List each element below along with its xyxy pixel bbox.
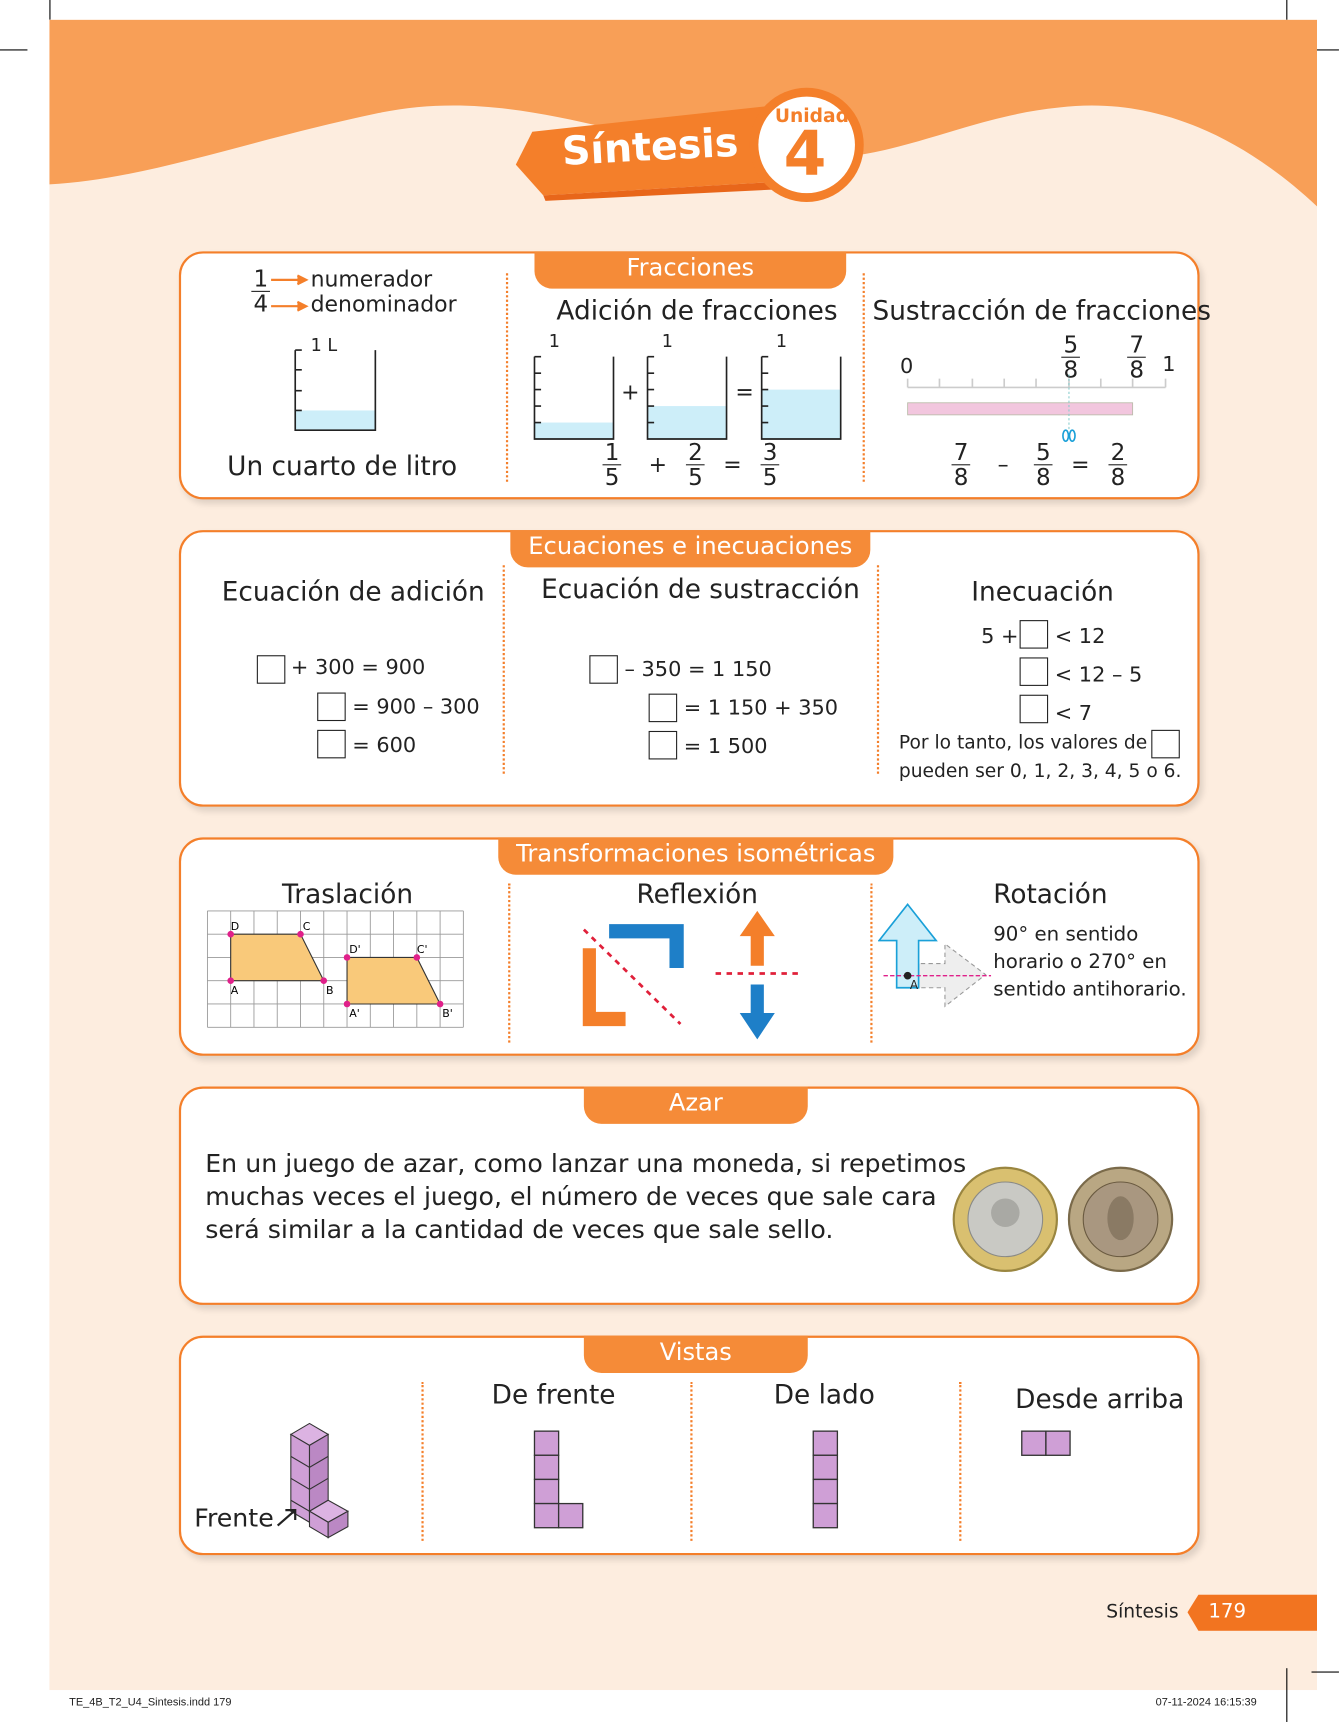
equation-line: = 1 150 + 350	[683, 695, 839, 720]
divider	[690, 1382, 692, 1541]
vertex-label: B'	[442, 1007, 453, 1021]
fraction: $\frac{7}{8}$	[952, 440, 971, 489]
equation-line: + 300 = 900	[290, 655, 426, 680]
azar-section	[179, 1087, 1200, 1305]
divider	[506, 273, 508, 482]
trapezoid	[231, 934, 324, 981]
denominator: 4	[253, 290, 269, 318]
ecuaciones-section	[179, 530, 1200, 807]
azar-text: En un juego de azar, como lanzar una moneda, si repetimos	[205, 1150, 967, 1179]
unit-number: 4	[783, 118, 827, 190]
blue-arrow-down-icon	[740, 984, 775, 1039]
crop-mark	[49, 0, 50, 20]
beaker	[759, 354, 847, 442]
divider	[503, 565, 505, 774]
vertex-label: A	[230, 983, 239, 997]
mark-five-eighths: $\frac{5}{8}$	[1061, 333, 1080, 382]
vertex-label: D	[230, 919, 240, 933]
unknown-box	[1020, 620, 1049, 649]
vertex-label: D'	[349, 943, 361, 957]
plus-sign: +	[648, 451, 668, 478]
scissors-icon	[1063, 430, 1075, 441]
fraction: $\frac{3}{5}$	[761, 440, 780, 489]
unknown-box	[649, 694, 678, 723]
divider	[863, 273, 865, 482]
arrow-icons	[269, 271, 313, 315]
divider	[959, 1382, 961, 1541]
beaker-label: 1	[775, 330, 788, 352]
divider	[508, 883, 510, 1042]
equation-line: – 350 = 1 150	[624, 657, 772, 682]
azar-text: será similar a la cantidad de veces que sale sello.	[205, 1216, 834, 1245]
section-tab: Ecuaciones e inecuaciones	[510, 530, 870, 567]
rotation-text: 90° en sentido	[993, 922, 1139, 947]
number-line-one: 1	[1162, 352, 1176, 377]
side-view	[812, 1430, 841, 1531]
numerator-label: numerador	[310, 265, 433, 292]
beaker	[532, 354, 620, 442]
orange-l-shape	[583, 948, 626, 1026]
section-tab: Fracciones	[534, 251, 846, 288]
side-view-title: De lado	[773, 1379, 875, 1411]
subtraction-equation-title: Ecuación de sustracción	[541, 573, 860, 605]
inequation-title: Inecuación	[971, 576, 1114, 607]
vertex-label: C	[302, 919, 311, 933]
page-title: Síntesis	[560, 120, 740, 175]
fraction-one-quarter	[251, 267, 270, 316]
beaker-label: 1	[548, 330, 560, 352]
unknown-box	[649, 731, 678, 760]
addition-title: Adición de fracciones	[556, 295, 838, 326]
equals-sign: =	[1071, 451, 1090, 478]
translation-grid	[206, 910, 467, 1031]
slug-file: TE_4B_T2_U4_Sintesis.indd 179	[69, 1696, 232, 1709]
front-label: Frente	[194, 1504, 274, 1534]
caption: Un cuarto de litro	[227, 451, 458, 482]
unknown-box	[1151, 730, 1180, 759]
transformaciones-section	[179, 837, 1200, 1055]
denominator-label: denominador	[310, 290, 457, 318]
beaker-label: 1 L	[310, 334, 338, 356]
subtraction-title: Sustracción de fracciones	[872, 295, 1211, 326]
front-view-title: De frente	[491, 1379, 616, 1411]
equals-sign: =	[735, 378, 754, 405]
unknown-box	[1020, 695, 1049, 724]
minus-sign: –	[997, 451, 1009, 478]
inequation-line: < 12	[1054, 624, 1106, 649]
top-view	[1021, 1430, 1074, 1459]
reflection-title: Reflexión	[636, 879, 758, 910]
arrow-icon	[275, 1506, 301, 1530]
divider	[870, 883, 872, 1042]
crop-mark	[0, 49, 27, 50]
unknown-box	[317, 730, 346, 759]
fracciones-section	[179, 251, 1211, 499]
vertex-label: B	[325, 983, 334, 997]
conclusion-text: Por lo tanto, los valores de	[898, 732, 1148, 754]
azar-text: muchas veces el juego, el número de veces que sale cara	[205, 1183, 937, 1212]
fraction: $\frac{1}{5}$	[603, 440, 622, 489]
rotation-title: Rotación	[993, 879, 1108, 910]
slug-datetime: 07-11-2024 16:15:39	[1155, 1696, 1257, 1709]
footer-section-label: Síntesis	[1106, 1601, 1179, 1624]
fraction: $\frac{5}{8}$	[1034, 440, 1053, 489]
section-tab: Azar	[584, 1087, 808, 1124]
vertex-label: A'	[349, 1007, 360, 1021]
divider	[421, 1382, 423, 1541]
divider	[877, 565, 879, 774]
unknown-box	[317, 693, 346, 722]
unknown-box	[589, 655, 618, 684]
rotation-text: horario o 270° en	[993, 950, 1167, 974]
inequation-line: < 12 – 5	[1054, 662, 1143, 688]
inequation-prefix: 5 +	[981, 624, 1019, 649]
mark-seven-eighths: $\frac{7}{8}$	[1127, 333, 1146, 382]
section-tab: Vistas	[584, 1336, 808, 1373]
vertex-label: C'	[416, 943, 428, 957]
front-view	[533, 1430, 586, 1531]
top-view-title: Desde arriba	[1015, 1383, 1185, 1415]
orange-arrow-up-icon	[740, 911, 775, 966]
symmetry-axis	[584, 930, 681, 1024]
plus-sign: +	[621, 378, 640, 405]
beaker-quarter	[291, 348, 381, 436]
crop-mark	[1286, 1668, 1287, 1722]
unit-label: Unidad	[774, 105, 849, 128]
equals-sign: =	[723, 451, 742, 478]
inequation-line: < 7	[1054, 701, 1093, 726]
section-tab: Transformaciones isométricas	[498, 837, 893, 874]
unknown-box	[1020, 657, 1049, 686]
conclusion-text: pueden ser 0, 1, 2, 3, 4, 5 o 6.	[898, 760, 1182, 783]
numerator: 1	[251, 267, 270, 292]
coin-heads	[954, 1168, 1057, 1271]
fraction: $\frac{2}{5}$	[686, 440, 705, 489]
beaker-label: 1	[661, 330, 673, 352]
coins-image	[949, 1163, 1179, 1273]
blue-l-shape	[609, 924, 684, 968]
rotation-figure	[878, 900, 999, 1021]
fraction: $\frac{2}{8}$	[1108, 440, 1127, 489]
equation-line: = 600	[352, 733, 417, 758]
number-line-zero: 0	[899, 354, 914, 379]
rotation-text: sentido antihorario.	[993, 977, 1187, 1001]
crop-mark	[1312, 1671, 1339, 1672]
coin-tails	[1069, 1168, 1172, 1271]
beaker	[645, 354, 733, 442]
vistas-section	[179, 1336, 1200, 1556]
reflection-figures	[576, 905, 817, 1042]
addition-equation-title: Ecuación de adición	[221, 576, 485, 607]
translation-title: Traslación	[282, 879, 414, 910]
equation-line: = 1 500	[683, 734, 768, 759]
unknown-box	[257, 655, 286, 684]
page-number: 179	[1208, 1600, 1247, 1624]
equation-line: = 900 – 300	[352, 694, 480, 719]
rotation-point-label: A	[909, 977, 919, 993]
trapezoid	[347, 957, 440, 1004]
page-number-tab	[1185, 1595, 1317, 1631]
